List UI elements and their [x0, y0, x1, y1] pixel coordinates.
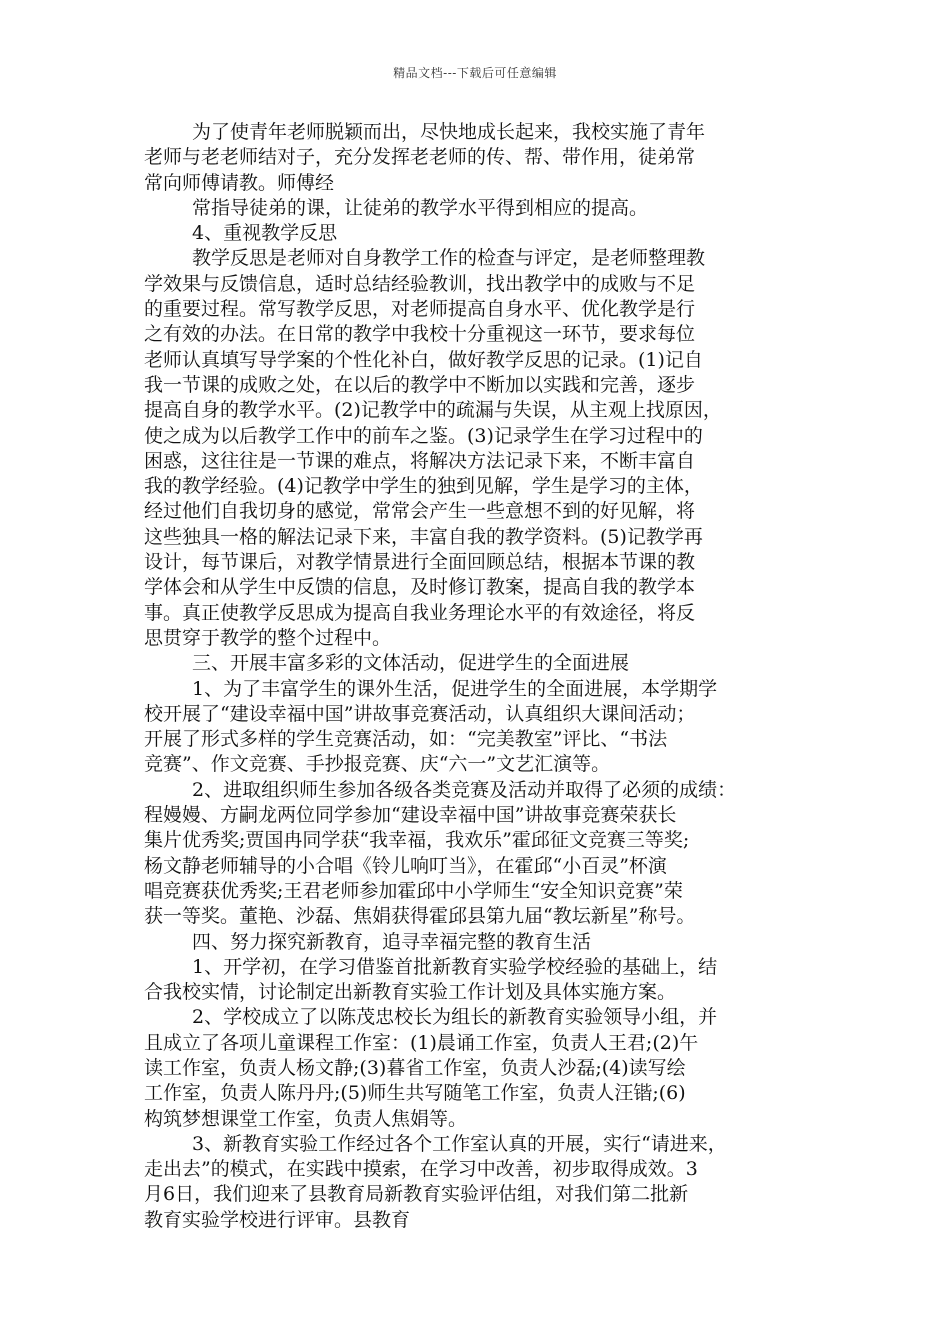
page-header: 精品文档---下载后可任意编辑: [393, 66, 557, 80]
text-line: 构筑梦想课堂工作室，负责人焦娟等。: [144, 1107, 468, 1130]
text-line: 学效果与反馈信息，适时总结经验教训，找出教学中的成败与不足: [144, 272, 696, 295]
text-line: 且成立了各项儿童课程工作室：(1)晨诵工作室，负责人王君;(2)午: [144, 1031, 699, 1054]
text-line: 教学反思是老师对自身教学工作的检查与评定，是老师整理教: [192, 247, 706, 270]
text-line: 校开展了“建设幸福中国”讲故事竞赛活动，认真组织大课间活动；: [144, 702, 696, 725]
text-line: 程嫚嫚、方嗣龙两位同学参加“建设幸福中国”讲故事竞赛荣获长: [144, 804, 677, 827]
text-line: 困惑，这往往是一节课的难点，将解决方法记录下来，不断丰富自: [144, 449, 696, 472]
text-line: 事。真正使教学反思成为提高自我业务理论水平的有效途径，将反: [144, 601, 696, 624]
text-line: 1、为了丰富学生的课外生活，促进学生的全面进展，本学期学: [192, 677, 718, 700]
text-line: 这些独具一格的解法记录下来，丰富自我的教学资料。(5)记教学再: [144, 525, 703, 548]
text-line: 1、开学初，在学习借鉴首批新教育实验学校经验的基础上，结: [192, 955, 718, 978]
text-line: 设计，每节课后，对教学情景进行全面回顾总结，根据本节课的教: [144, 551, 696, 574]
text-line: 的重要过程。常写教学反思，对老师提高自身水平、优化教学是行: [144, 298, 696, 321]
text-line: 提高自身的教学水平。(2)记教学中的疏漏与失误，从主观上找原因，: [144, 399, 722, 422]
text-line: 3、新教育实验工作经过各个工作室认真的开展，实行“请进来，: [192, 1132, 727, 1155]
text-line: 思贯穿于教学的整个过程中。: [144, 626, 392, 649]
text-line: 常向师傅请教。师傅经: [144, 171, 335, 194]
text-line: 常指导徒弟的课，让徒弟的教学水平得到相应的提高。: [192, 196, 649, 219]
text-line: 开展了形式多样的学生竞赛活动，如：“完美教室”评比、“书法: [144, 728, 668, 751]
text-line: 我的教学经验。(4)记教学中学生的独到见解，学生是学习的主体，: [144, 475, 703, 498]
text-line: 合我校实情，讨论制定出新教育实验工作计划及具体实施方案。: [144, 981, 677, 1004]
text-line: 读工作室，负责人杨文静;(3)暮省工作室，负责人沙磊;(4)读写绘: [144, 1056, 686, 1079]
text-line: 学体会和从学生中反馈的信息，及时修订教案，提高自我的教学本: [144, 576, 696, 599]
text-line: 四、努力探究新教育，追寻幸福完整的教育生活: [192, 930, 592, 953]
text-line: 2、进取组织师生参加各级各类竞赛及活动并取得了必须的成绩：: [192, 778, 737, 801]
text-line: 老师认真填写导学案的个性化补白，做好教学反思的记录。(1)记自: [144, 348, 703, 371]
text-line: 杨文静老师辅导的小合唱《铃儿响叮当》，在霍邱“小百灵”杯演: [144, 854, 667, 877]
text-line: 月6日，我们迎来了县教育局新教育实验评估组，对我们第二批新: [144, 1183, 689, 1206]
text-line: 老师与老老师结对子，充分发挥老老师的传、帮、带作用，徒弟常: [144, 146, 696, 169]
text-line: 竞赛”、作文竞赛、手抄报竞赛、庆“六一”文艺汇演等。: [144, 753, 611, 776]
text-line: 获一等奖。董艳、沙磊、焦娟获得霍邱县第九届“教坛新星”称号。: [144, 905, 696, 928]
text-line: 4、重视教学反思: [192, 222, 338, 245]
text-line: 三、开展丰富多彩的文体活动，促进学生的全面进展: [192, 652, 630, 675]
document-body: [144, 120, 808, 1233]
text-line: 2、学校成立了以陈茂忠校长为组长的新教育实验领导小组，并: [192, 1006, 718, 1029]
text-line: 使之成为以后教学工作中的前车之鉴。(3)记录学生在学习过程中的: [144, 424, 703, 447]
text-line: 经过他们自我切身的感觉，常常会产生一些意想不到的好见解，将: [144, 500, 696, 523]
text-line: 之有效的办法。在日常的教学中我校十分重视这一环节，要求每位: [144, 323, 696, 346]
text-line: 工作室，负责人陈丹丹;(5)师生共写随笔工作室，负责人汪锴;(6): [144, 1082, 686, 1105]
text-line: 为了使青年老师脱颖而出，尽快地成长起来，我校实施了青年: [192, 121, 706, 143]
text-line: 走出去”的模式，在实践中摸索，在学习中改善，初步取得成效。3: [144, 1158, 698, 1181]
text-line: 教育实验学校进行评审。县教育: [144, 1208, 411, 1231]
text-line: 唱竞赛获优秀奖;王君老师参加霍邱中小学师生“安全知识竞赛”荣: [144, 879, 683, 902]
text-line: 集片优秀奖;贾国冉同学获“我幸福，我欢乐”霍邱征文竞赛三等奖;: [144, 829, 690, 852]
text-line: 我一节课的成败之处，在以后的教学中不断加以实践和完善，逐步: [144, 373, 696, 396]
